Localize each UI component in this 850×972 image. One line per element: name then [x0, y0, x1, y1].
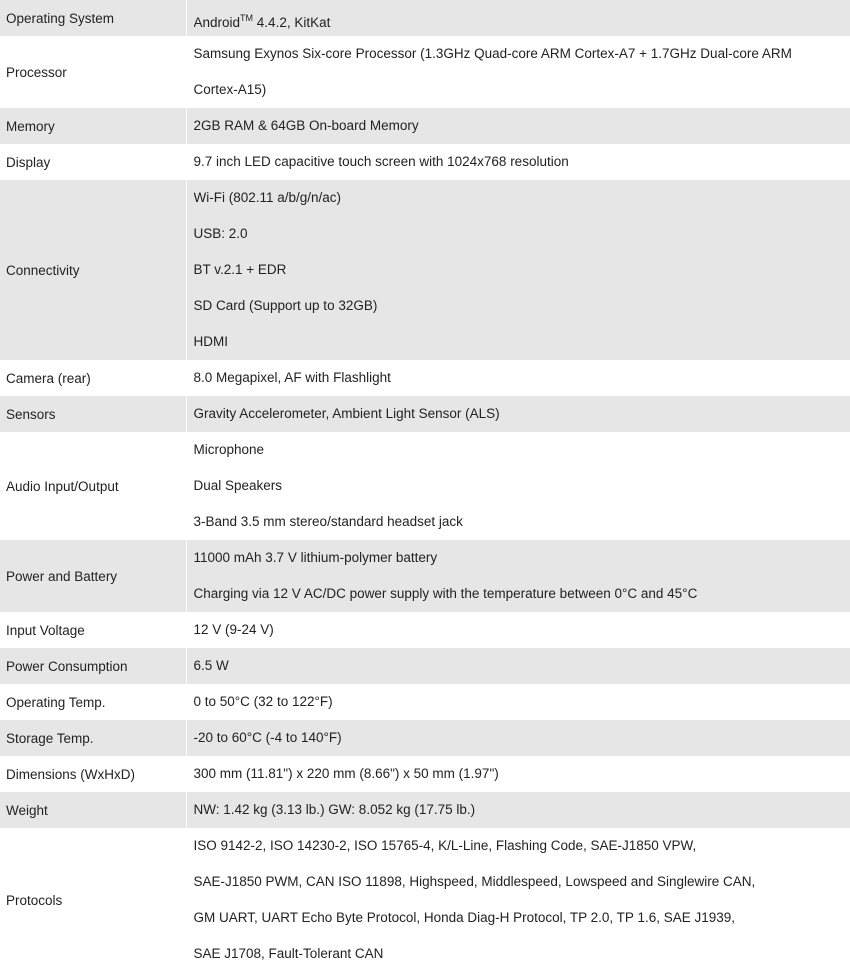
spec-value — [186, 828, 850, 972]
spec-label: Connectivity — [0, 180, 186, 360]
spec-value — [186, 360, 850, 396]
spec-value-line: NW: 1.42 kg (3.13 lb.) GW: 8.052 kg (17.75 lb.) — [193, 802, 476, 817]
spec-value-line: Samsung Exynos Six-core Processor (1.3GHz Quad-core ARM Cortex-A7 + 1.7GHz Dual-core ARM — [193, 46, 792, 61]
spec-row — [0, 828, 850, 972]
spec-value — [186, 612, 850, 648]
spec-row — [0, 720, 850, 756]
spec-label: Memory — [0, 108, 186, 144]
spec-label: Protocols — [0, 828, 186, 972]
spec-value-line: 12 V (9-24 V) — [193, 622, 274, 637]
spec-row — [0, 756, 850, 792]
spec-label: Audio Input/Output — [0, 432, 186, 540]
spec-value — [186, 144, 850, 180]
trademark-mark: TM — [240, 13, 254, 23]
spec-row — [0, 792, 850, 828]
spec-value-line: Microphone — [193, 442, 265, 457]
spec-row — [0, 648, 850, 684]
spec-row — [0, 36, 850, 108]
spec-value — [186, 756, 850, 792]
spec-value-line: 6.5 W — [193, 658, 229, 673]
spec-label: Processor — [0, 36, 186, 108]
spec-label: Display — [0, 144, 186, 180]
spec-value-line: 2GB RAM & 64GB On-board Memory — [193, 118, 419, 133]
spec-value — [186, 36, 850, 108]
spec-value — [186, 720, 850, 756]
spec-row — [0, 540, 850, 612]
spec-value-line: Wi-Fi (802.11 a/b/g/n/ac) — [193, 190, 342, 205]
spec-row — [0, 180, 850, 360]
spec-value-line — [194, 0, 850, 36]
spec-value-line: 11000 mAh 3.7 V lithium-polymer battery — [193, 550, 438, 565]
spec-value-line: Gravity Accelerometer, Ambient Light Sensor (ALS) — [193, 406, 500, 421]
spec-label: Operating Temp. — [0, 684, 186, 720]
spec-value-line: Dual Speakers — [193, 478, 283, 493]
spec-value-line: 0 to 50°C (32 to 122°F) — [193, 694, 333, 709]
spec-label: Weight — [0, 792, 186, 828]
spec-value-line: 8.0 Megapixel, AF with Flashlight — [193, 370, 391, 385]
spec-label: Storage Temp. — [0, 720, 186, 756]
spec-label: Input Voltage — [0, 612, 186, 648]
spec-label: Operating System — [0, 0, 186, 36]
spec-value-line: SAE J1708, Fault-Tolerant CAN — [193, 946, 384, 961]
spec-label: Power Consumption — [0, 648, 186, 684]
spec-value-line: 9.7 inch LED capacitive touch screen with 1024x768 resolution — [193, 154, 569, 169]
spec-value-line: Cortex-A15) — [193, 82, 267, 97]
spec-value-line: -20 to 60°C (-4 to 140°F) — [193, 730, 342, 745]
spec-value — [186, 396, 850, 432]
spec-value — [186, 108, 850, 144]
spec-value-line: GM UART, UART Echo Byte Protocol, Honda Diag-H Protocol, TP 2.0, TP 1.6, SAE J1939, — [193, 910, 736, 925]
spec-label: Power and Battery — [0, 540, 186, 612]
spec-value — [186, 432, 850, 540]
spec-row — [0, 432, 850, 540]
spec-value — [186, 180, 850, 360]
os-version: 4.4.2, KitKat — [253, 15, 331, 30]
spec-row — [0, 360, 850, 396]
spec-value-line: HDMI — [193, 334, 228, 349]
spec-value — [186, 540, 850, 612]
spec-value-line: SAE-J1850 PWM, CAN ISO 11898, Highspeed, Middlespeed, Lowspeed and Singlewire CAN, — [193, 874, 756, 889]
spec-value — [186, 684, 850, 720]
spec-value-line: 300 mm (11.81") x 220 mm (8.66") x 50 mm (1.97") — [193, 766, 499, 781]
spec-label: Sensors — [0, 396, 186, 432]
spec-value-line: SD Card (Support up to 32GB) — [193, 298, 378, 313]
spec-value — [186, 792, 850, 828]
spec-value-line: USB: 2.0 — [193, 226, 248, 241]
spec-row — [0, 108, 850, 144]
spec-value-line: BT v.2.1 + EDR — [193, 262, 287, 277]
os-name: Android — [193, 15, 241, 30]
spec-row — [0, 144, 850, 180]
spec-value-line: ISO 9142-2, ISO 14230-2, ISO 15765-4, K/L-Line, Flashing Code, SAE-J1850 VPW, — [193, 838, 697, 853]
spec-row — [0, 612, 850, 648]
spec-value-line: Charging via 12 V AC/DC power supply with the temperature between 0°C and 45°C — [193, 586, 698, 601]
spec-label: Camera (rear) — [0, 360, 186, 396]
spec-value — [186, 648, 850, 684]
spec-row — [0, 396, 850, 432]
spec-row — [0, 684, 850, 720]
spec-value-line: 3-Band 3.5 mm stereo/standard headset jack — [193, 514, 463, 529]
spec-value — [186, 0, 850, 36]
spec-label: Dimensions (WxHxD) — [0, 756, 186, 792]
spec-row — [0, 0, 850, 36]
